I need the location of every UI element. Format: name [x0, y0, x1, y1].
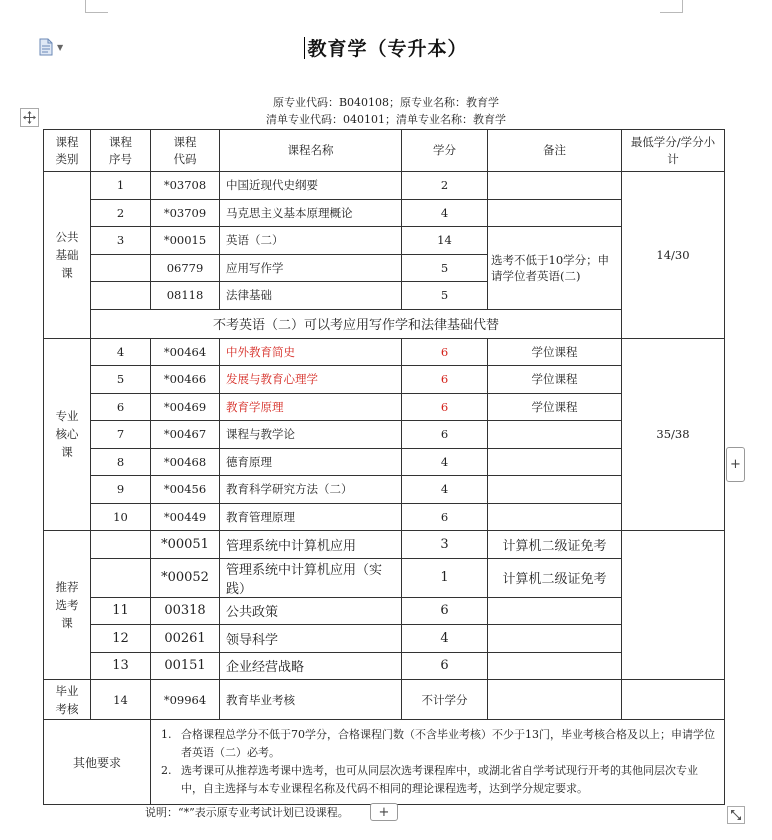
- code-cell[interactable]: 00318: [151, 597, 220, 625]
- group-label-graduation[interactable]: 毕业 考核: [44, 680, 91, 720]
- header-credit[interactable]: 学分: [402, 130, 488, 172]
- header-code[interactable]: 课程 代码: [151, 130, 220, 172]
- code-cell[interactable]: *03709: [151, 199, 220, 227]
- group-label-elective[interactable]: 推荐 选考 课: [44, 531, 91, 680]
- code-cell[interactable]: 00261: [151, 625, 220, 653]
- header-min-credit[interactable]: 最低学分/学分小 计: [622, 130, 725, 172]
- credit-cell[interactable]: 6: [402, 503, 488, 531]
- name-cell[interactable]: 马克思主义基本原理概论: [220, 199, 402, 227]
- name-cell[interactable]: 中国近现代史纲要: [220, 172, 402, 200]
- remark-cell[interactable]: [488, 172, 622, 200]
- code-cell[interactable]: *00467: [151, 421, 220, 449]
- credit-cell[interactable]: 2: [402, 172, 488, 200]
- header-remark[interactable]: 备注: [488, 130, 622, 172]
- header-seq[interactable]: 课程 序号: [91, 130, 151, 172]
- seq-cell[interactable]: 10: [91, 503, 151, 531]
- credit-cell[interactable]: 1: [402, 558, 488, 597]
- seq-cell[interactable]: 3: [91, 227, 151, 255]
- other-requirements-content[interactable]: [151, 720, 725, 805]
- code-cell[interactable]: *00466: [151, 366, 220, 394]
- seq-cell[interactable]: [91, 558, 151, 597]
- remark-cell[interactable]: [488, 421, 622, 449]
- seq-cell[interactable]: 7: [91, 421, 151, 449]
- seq-cell[interactable]: 13: [91, 652, 151, 680]
- credit-cell[interactable]: 6: [402, 597, 488, 625]
- page-margin-corner-right: [660, 0, 683, 13]
- remark-cell[interactable]: 学位课程: [488, 393, 622, 421]
- seq-cell[interactable]: 4: [91, 338, 151, 366]
- add-row-button[interactable]: +: [370, 803, 398, 821]
- list-major-line: 清单专业代码：040101；清单专业名称：教育学: [266, 113, 506, 126]
- code-cell[interactable]: *00051: [151, 531, 220, 559]
- name-cell[interactable]: 管理系统中计算机应用: [220, 531, 402, 559]
- code-cell[interactable]: *00015: [151, 227, 220, 255]
- add-column-button[interactable]: +: [726, 447, 745, 482]
- name-cell[interactable]: 应用写作学: [220, 254, 402, 282]
- remark-cell[interactable]: [488, 625, 622, 653]
- credit-cell[interactable]: 4: [402, 476, 488, 504]
- credit-cell[interactable]: 6: [402, 338, 488, 366]
- code-cell[interactable]: 00151: [151, 652, 220, 680]
- seq-cell[interactable]: 8: [91, 448, 151, 476]
- table-row: [44, 680, 725, 720]
- remark-cell[interactable]: 学位课程: [488, 366, 622, 394]
- seq-cell[interactable]: [91, 531, 151, 559]
- min-credit-elective[interactable]: [622, 531, 725, 680]
- remark-cell-shared[interactable]: 选考不低于10学分；申请学位者英语(二): [488, 227, 622, 310]
- name-cell[interactable]: 教育管理原理: [220, 503, 402, 531]
- code-cell[interactable]: *00449: [151, 503, 220, 531]
- other-requirements-label[interactable]: 其他要求: [44, 720, 151, 805]
- min-credit-core[interactable]: 35/38: [622, 338, 725, 531]
- credit-cell[interactable]: 4: [402, 448, 488, 476]
- credit-cell[interactable]: 6: [402, 366, 488, 394]
- document-title[interactable]: 教育学（专升本）: [0, 34, 772, 61]
- substitution-note[interactable]: 不考英语（二）可以考应用写作学和法律基础代替: [91, 309, 622, 338]
- requirement-item: 2. 选考课可从推荐选考课中选考，也可从同层次选考课程库中，或湖北省自学考试现行开考的其他同层次专业中，自主选择与本专业课程名称及代码不相同的理论课程选考，达到学分规定要求。: [161, 764, 698, 795]
- code-cell[interactable]: *00052: [151, 558, 220, 597]
- group-label-core[interactable]: 专业 核心 课: [44, 338, 91, 531]
- remark-cell[interactable]: [488, 597, 622, 625]
- code-cell[interactable]: *09964: [151, 680, 220, 720]
- remark-cell[interactable]: [488, 652, 622, 680]
- course-table: [43, 129, 725, 805]
- resize-arrows-icon: [730, 809, 742, 821]
- seq-cell[interactable]: 6: [91, 393, 151, 421]
- code-cell[interactable]: *03708: [151, 172, 220, 200]
- seq-cell[interactable]: [91, 254, 151, 282]
- credit-cell[interactable]: 5: [402, 282, 488, 310]
- remark-cell[interactable]: 计算机二级证免考: [488, 558, 622, 597]
- name-cell[interactable]: 英语（二）: [220, 227, 402, 255]
- seq-cell[interactable]: 12: [91, 625, 151, 653]
- table-row: [44, 531, 725, 559]
- code-cell[interactable]: 06779: [151, 254, 220, 282]
- min-credit-public[interactable]: 14/30: [622, 172, 725, 339]
- table-row: [44, 338, 725, 366]
- footer-note: 说明：“*”表示原专业考试计划已设课程。: [145, 806, 349, 819]
- name-cell[interactable]: 德育原理: [220, 448, 402, 476]
- name-cell[interactable]: 法律基础: [220, 282, 402, 310]
- name-cell[interactable]: 领导科学: [220, 625, 402, 653]
- name-cell[interactable]: 公共政策: [220, 597, 402, 625]
- text-cursor: [304, 37, 305, 59]
- header-name[interactable]: 课程名称: [220, 130, 402, 172]
- seq-cell[interactable]: 1: [91, 172, 151, 200]
- requirement-item: 1. 合格课程总学分不低于70学分，合格课程门数（不含毕业考核）不少于13门，毕业考核合格及以上；申请学位者英语（二）必考。: [161, 728, 715, 759]
- seq-cell[interactable]: 9: [91, 476, 151, 504]
- name-cell[interactable]: 教育毕业考核: [220, 680, 402, 720]
- seq-cell[interactable]: [91, 282, 151, 310]
- chevron-down-icon[interactable]: ▼: [57, 42, 64, 52]
- seq-cell[interactable]: 2: [91, 199, 151, 227]
- name-cell[interactable]: 企业经营战略: [220, 652, 402, 680]
- page-margin-corner-left: [85, 0, 108, 13]
- code-cell[interactable]: *00469: [151, 393, 220, 421]
- seq-cell[interactable]: 14: [91, 680, 151, 720]
- min-credit-graduation[interactable]: [622, 680, 725, 720]
- table-row: [44, 720, 725, 805]
- credit-cell[interactable]: 5: [402, 254, 488, 282]
- remark-cell[interactable]: [488, 680, 622, 720]
- header-category[interactable]: 课程 类别: [44, 130, 91, 172]
- name-cell[interactable]: 发展与教育心理学: [220, 366, 402, 394]
- code-cell[interactable]: *00456: [151, 476, 220, 504]
- name-cell[interactable]: 课程与教学论: [220, 421, 402, 449]
- credit-cell[interactable]: 14: [402, 227, 488, 255]
- credit-cell[interactable]: 4: [402, 625, 488, 653]
- code-cell[interactable]: *00464: [151, 338, 220, 366]
- table-row: [44, 172, 725, 200]
- seq-cell[interactable]: 5: [91, 366, 151, 394]
- table-resize-handle[interactable]: [727, 806, 745, 824]
- remark-cell[interactable]: [488, 448, 622, 476]
- remark-cell[interactable]: [488, 503, 622, 531]
- original-major-line: 原专业代码：B040108；原专业名称：教育学: [272, 96, 500, 109]
- remark-cell[interactable]: [488, 199, 622, 227]
- credit-cell[interactable]: 不计学分: [402, 680, 488, 720]
- group-label-public[interactable]: 公共 基础 课: [44, 172, 91, 339]
- remark-cell[interactable]: 学位课程: [488, 338, 622, 366]
- name-cell[interactable]: 教育科学研究方法（二）: [220, 476, 402, 504]
- credit-cell[interactable]: 3: [402, 531, 488, 559]
- credit-cell[interactable]: 6: [402, 421, 488, 449]
- name-cell[interactable]: 管理系统中计算机应用（实践）: [220, 558, 402, 597]
- code-cell[interactable]: 08118: [151, 282, 220, 310]
- credit-cell[interactable]: 6: [402, 652, 488, 680]
- name-cell[interactable]: 教育学原理: [220, 393, 402, 421]
- name-cell[interactable]: 中外教育简史: [220, 338, 402, 366]
- credit-cell[interactable]: 6: [402, 393, 488, 421]
- credit-cell[interactable]: 4: [402, 199, 488, 227]
- remark-cell[interactable]: [488, 476, 622, 504]
- remark-cell[interactable]: 计算机二级证免考: [488, 531, 622, 559]
- code-cell[interactable]: *00468: [151, 448, 220, 476]
- seq-cell[interactable]: 11: [91, 597, 151, 625]
